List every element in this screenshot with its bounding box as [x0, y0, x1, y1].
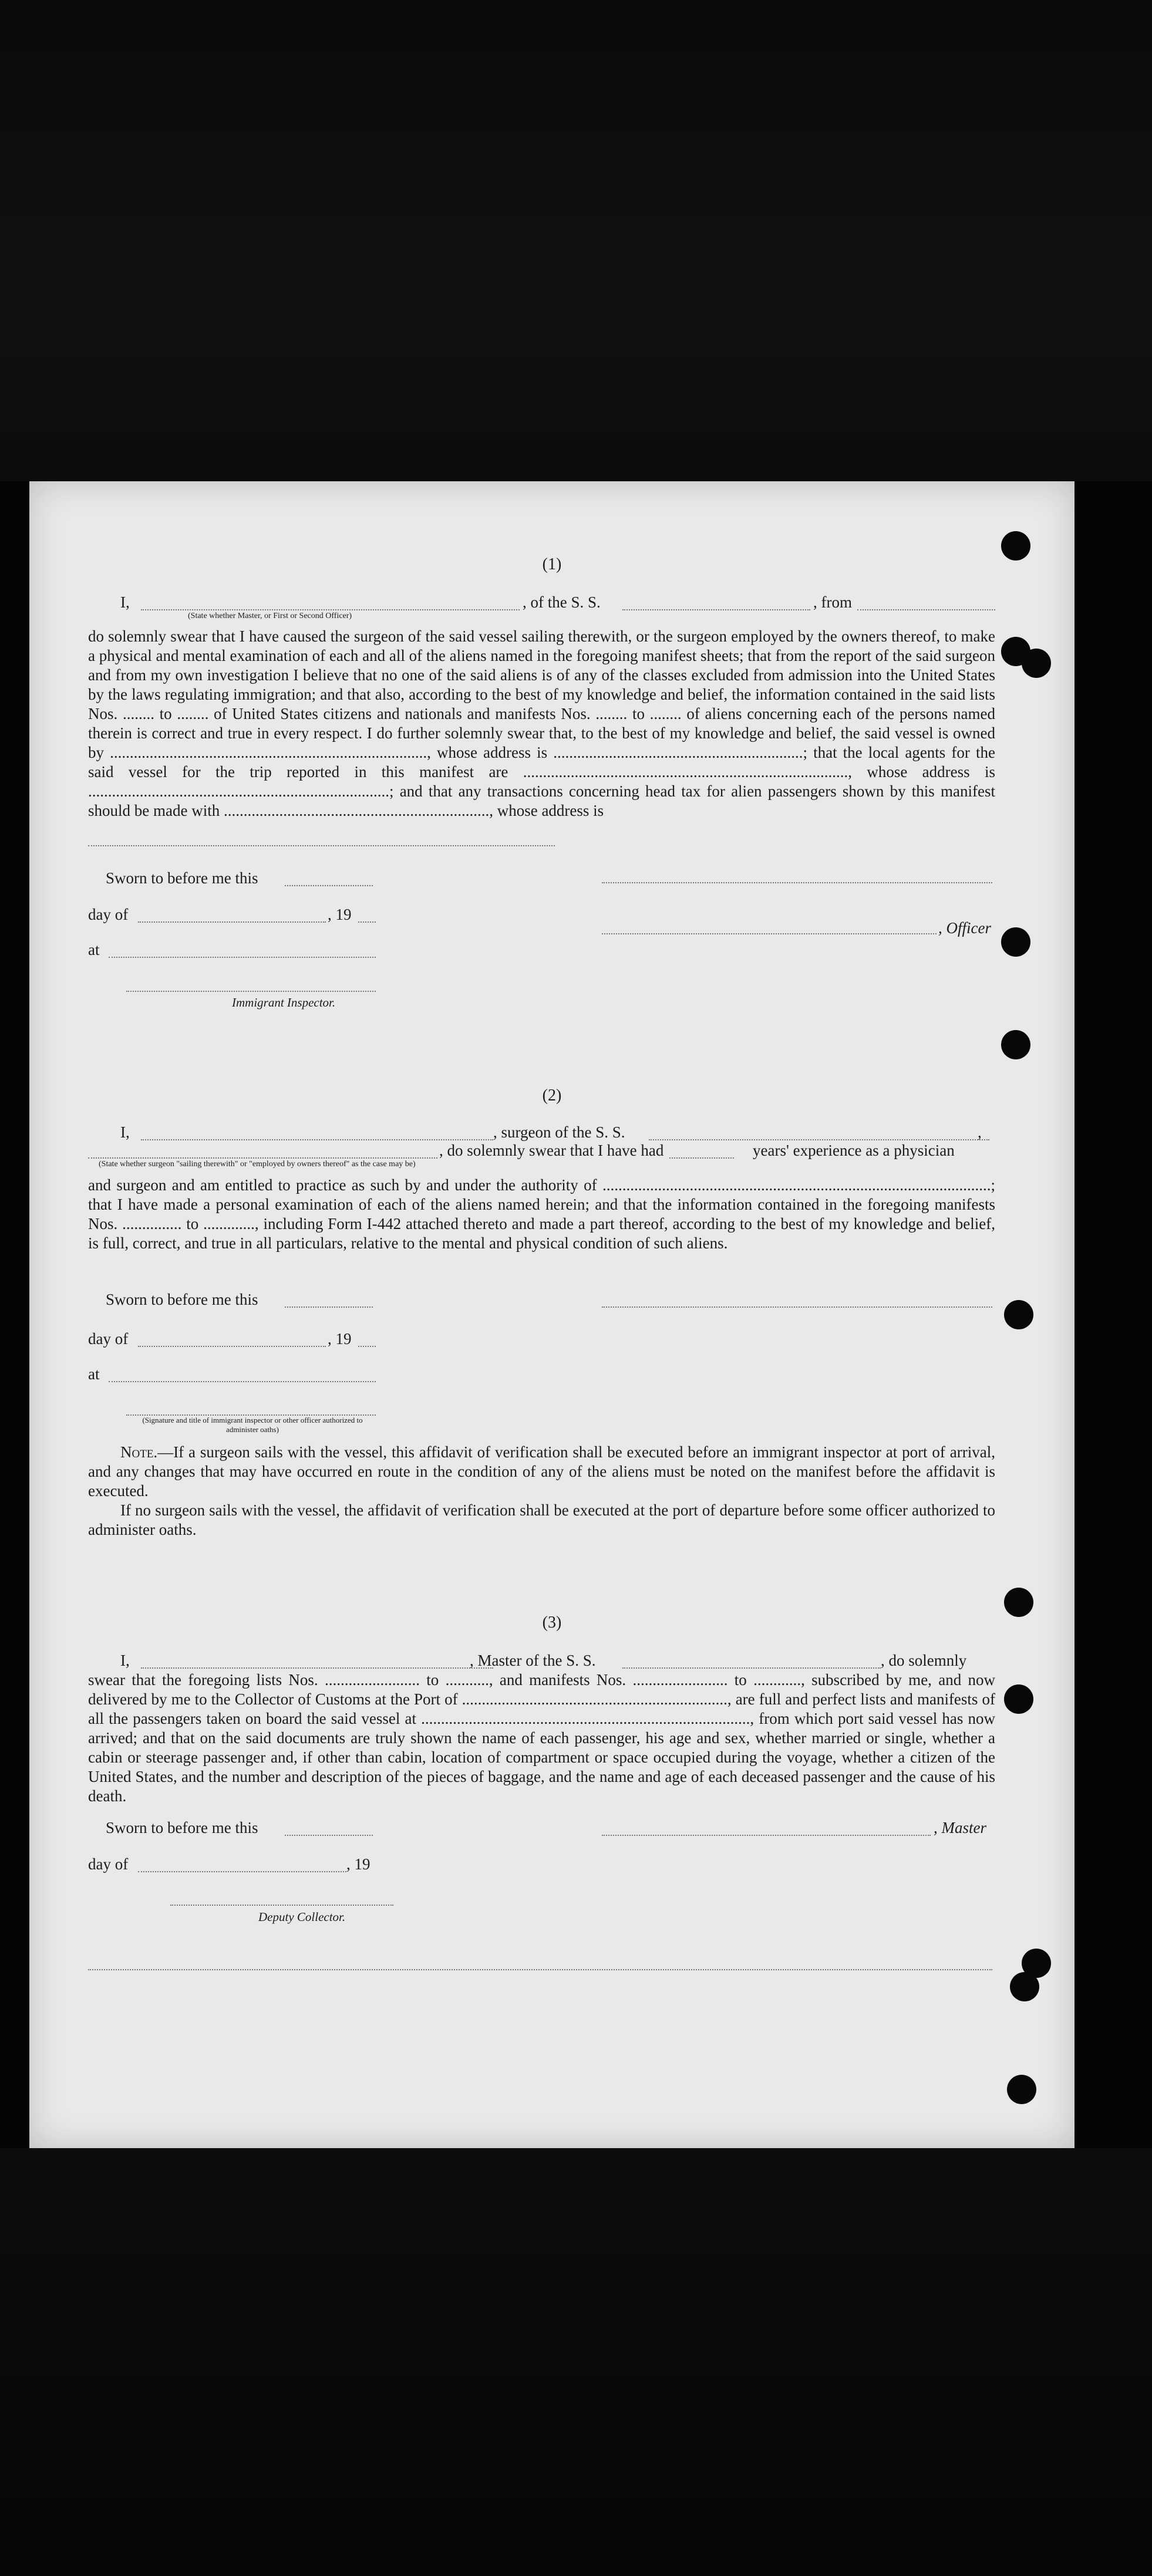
blank-line	[285, 885, 373, 886]
blank-line	[138, 1346, 326, 1347]
blank-line	[141, 609, 520, 610]
section1-caption: (State whether Master, or First or Second Officer)	[188, 612, 352, 620]
section2-line1-mid: , surgeon of the S. S.	[493, 1123, 625, 1141]
section2-note2: If no surgeon sails with the vessel, the affidavit of verification shall be executed at the port of departure before some officer authorized to administer oaths.	[88, 1501, 995, 1538]
section2-line2-mid: , do solemnly swear that I have had	[439, 1142, 664, 1159]
blank-line	[669, 1157, 734, 1159]
section2-note1	[88, 1443, 995, 1501]
blank-line	[649, 1139, 989, 1140]
section2-heading: (2)	[542, 1086, 562, 1105]
section3-signer: Deputy Collector.	[258, 1910, 346, 1924]
binder-hole	[1001, 531, 1030, 561]
section3-year: , 19	[346, 1855, 370, 1873]
signature-line	[170, 1905, 393, 1906]
blank-line	[141, 1139, 493, 1140]
bottom-divider	[88, 1969, 992, 1970]
section3-day-of: day of	[88, 1855, 129, 1873]
section2-day-of: day of	[88, 1330, 129, 1348]
section2-caption: (State whether surgeon "sailing therewith" or "employed by owners thereof" as the case may be)	[99, 1160, 416, 1169]
section2-body: and surgeon and am entitled to practice as such by and under the authority of ..................................................................................................; that I have made a personal examination of each of the aliens named herein; and that the information contained in the foregoing manifests Nos. ............... to ............., including Form I-442 attached thereto and made a part thereof, according to the best of my knowledge and belief, is full, correct, and true in all particulars, relative to the mental and physical condition of such aliens.	[88, 1176, 995, 1252]
binder-hole	[1001, 1030, 1030, 1059]
section3-body: swear that the foregoing lists Nos. ........................ to ..........., and manifests Nos. ........................ to ............, subscribed by me, and now delivered by me to the Collector of Customs at the Port of ..................................................................., are full and perfect lists and manifests of all the passengers taken on board the said vessel at ..................................................................................., from which port said vessel has now arrived; and that on the said documents are truly shown the name of each passenger, his age and sex, whether married or single, whether a cabin or steerage passenger and, if other than cabin, location of compartment or space occupied during the voyage, whether a citizen of the United States, and the number and description of the pieces of baggage, and the name and age of each deceased passenger and the cause of his death.	[88, 1671, 995, 1805]
blank-line	[358, 1346, 376, 1347]
blank-line	[138, 921, 326, 923]
signature-line	[126, 991, 376, 992]
section3-master: , Master	[934, 1819, 986, 1836]
blank-line	[857, 609, 995, 610]
binder-hole	[1022, 649, 1051, 678]
section1-line1-end: , from	[813, 593, 852, 611]
binder-hole	[1004, 1300, 1033, 1329]
document-sheet	[29, 481, 1074, 2148]
signature-line	[602, 1306, 992, 1308]
section1-at: at	[88, 941, 100, 958]
blank-line	[622, 609, 810, 610]
blank-line	[285, 1306, 373, 1308]
section2-sworn: Sworn to before me this	[106, 1291, 258, 1308]
blank-line	[358, 921, 376, 923]
section2-at: at	[88, 1365, 100, 1383]
binder-hole	[1004, 1588, 1033, 1617]
section2-comma: ,	[978, 1123, 982, 1141]
scan-background-top	[0, 0, 1152, 481]
binder-hole	[1007, 2075, 1036, 2104]
section1-heading: (1)	[542, 555, 562, 573]
blank-line	[285, 1835, 373, 1836]
blank-line	[88, 1157, 437, 1159]
section3-heading: (3)	[542, 1613, 562, 1632]
binder-hole	[1004, 1684, 1033, 1714]
scan-background-bottom	[0, 2148, 1152, 2576]
binder-hole	[1001, 927, 1030, 957]
section2-year: , 19	[328, 1330, 352, 1348]
signature-line	[602, 1835, 931, 1836]
section1-line1-mid: , of the S. S.	[523, 593, 601, 611]
section1-officer: , Officer	[938, 919, 991, 937]
section1-day-of: day of	[88, 906, 129, 923]
blank-line	[109, 957, 376, 958]
section3-line1-start: I,	[120, 1652, 130, 1669]
blank-line	[109, 1381, 376, 1382]
signature-line	[602, 933, 937, 934]
section1-signer: Immigrant Inspector.	[232, 995, 336, 1010]
blank-line	[622, 1667, 881, 1669]
signature-line	[602, 882, 992, 883]
blank-line	[88, 845, 555, 846]
section3-line1-mid: , Master of the S. S.	[470, 1652, 596, 1669]
section2-line1-start: I,	[120, 1123, 130, 1141]
section1-sworn: Sworn to before me this	[106, 869, 258, 887]
section2-sig-caption: (Signature and title of immigrant inspector or other officer authorized to administer oaths)	[142, 1416, 363, 1434]
binder-hole	[1010, 1972, 1039, 2001]
blank-line	[141, 1667, 493, 1669]
section3-line1-end: , do solemnly	[881, 1652, 967, 1669]
section1-body: do solemnly swear that I have caused the surgeon of the said vessel sailing therewith, or the surgeon employed by the owners thereof, to make a physical and mental examination of each and all of the aliens named in the foregoing manifest sheets; that from the report of the said surgeon and from my own investigation I believe that no one of the said aliens is of any of the classes excluded from admission into the United States by the laws regulating immigration; and that also, according to the best of my knowledge and belief, the information contained in the said lists Nos. ........ to ........ of United States citizens and nationals and manifests Nos. ........ to ........ of aliens concerning each of the persons named therein is correct and true in every respect. I do further solemnly swear that, to the best of my knowledge and belief, the said vessel is owned by ................................................................................, whose address is ...............................................................; that the local agents for the said vessel for the trip reported in this manifest are .................................................................................., whose address is ............................................................................; and that any transactions concerning head tax for alien passengers shown by this manifest should be made with ..................................................................., whose address is	[88, 627, 995, 819]
blank-line	[138, 1871, 346, 1872]
section1-year: , 19	[328, 906, 352, 923]
section3-sworn: Sworn to before me this	[106, 1819, 258, 1836]
note-text: —If a surgeon sails with the vessel, this affidavit of verification shall be executed before an immigrant inspector at port of arrival, and any changes that may have occurred en route in the condition of any of the aliens must be noted on the manifest before the affidavit is executed.	[88, 1443, 995, 1500]
note-label: Note.	[120, 1443, 158, 1461]
section1-line1-start: I,	[120, 593, 130, 611]
section2-line2-end: years' experience as a physician	[753, 1142, 955, 1159]
